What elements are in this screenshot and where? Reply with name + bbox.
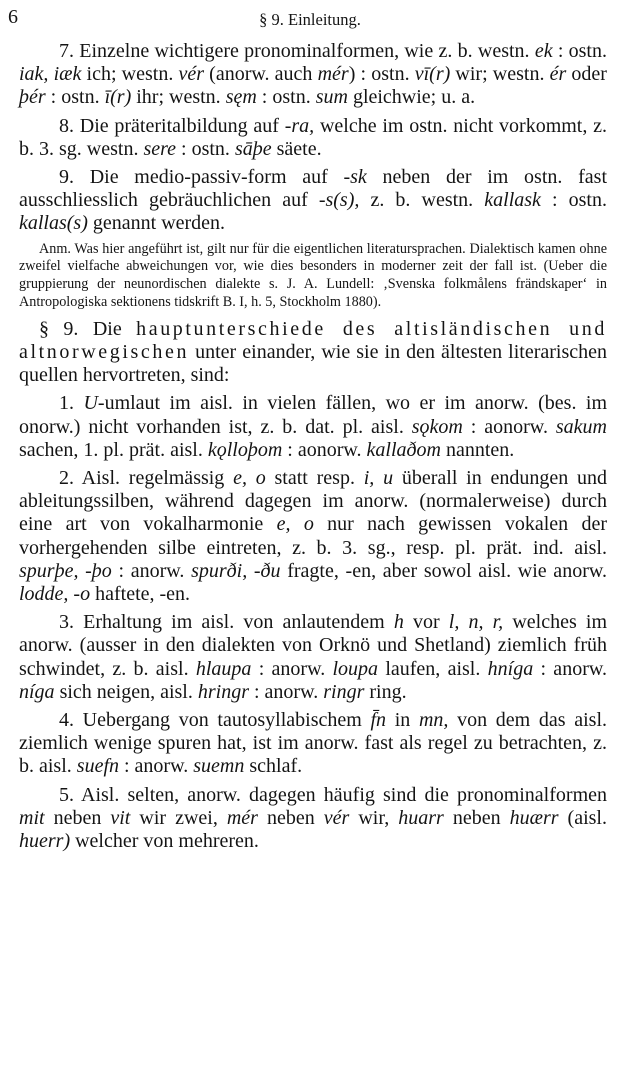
italic-term: vī(r): [414, 63, 451, 86]
text-run: wir,: [349, 806, 399, 829]
text-run: wir; westn.: [450, 63, 550, 86]
text-run: laufen, aisl.: [378, 657, 488, 680]
italic-term: þér: [19, 86, 46, 109]
text-run: -umlaut im aisl. in vielen fällen, wo er im anorw. (bes. im onorw.) nicht vorhanden ist, z. b. dat. pl. aisl.: [19, 392, 608, 438]
text-run: nur nach gewissen vokalen der vorhergehenden silbe eintreten, z. b. 3. sg., resp. pl. prät. ind. aisl.: [19, 513, 607, 559]
text-run: haftete, -en.: [90, 583, 191, 606]
list-item-1: [19, 392, 607, 462]
italic-term: sere: [143, 137, 177, 160]
text-run: 7. Einzelne wichtigere pronominalformen, wie z. b. westn.: [59, 40, 535, 62]
text-run: sich neigen, aisl.: [54, 680, 198, 703]
italic-term: mér: [226, 806, 258, 829]
italic-term: sum: [315, 86, 348, 109]
text-run: Anm. Was hier angeführt ist, gilt nur für die eigentlichen literatursprachen. Dialektisch kamen ohne zweifel vielfache abweichungen vor, wie dies besonders in moderner zeit der fall ist. (Ueber die gruppierung der neunordischen dialekte s. J. A. Lundell: ‚Svenska folkmålens frändskaper‘ in Antropologiska sektionens tidskrift B. I, h. 5, Stockholm 1880).: [19, 240, 607, 311]
italic-term: ér: [549, 63, 567, 86]
text-run: schlaf.: [244, 755, 303, 778]
text-run: ihr; westn.: [131, 86, 226, 109]
italic-term: sakum: [555, 415, 607, 438]
italic-term: -ra,: [284, 114, 315, 137]
italic-term: mit: [19, 806, 45, 829]
italic-term: i, u: [363, 467, 394, 490]
italic-term: sǫkom: [411, 415, 463, 438]
paragraph-9: [19, 166, 607, 236]
text-run: : anorw.: [249, 680, 324, 703]
text-run: gleichwie; u. a.: [347, 86, 476, 109]
italic-term: sāþe: [234, 137, 272, 160]
text-run: neben: [443, 806, 510, 829]
text-run: z. b. westn.: [359, 189, 485, 212]
italic-term: iak, iæk: [19, 63, 82, 86]
italic-term: e, o: [233, 467, 266, 490]
text-run: 4. Uebergang von tautosyllabischem: [59, 709, 371, 732]
text-run: : anorw.: [111, 559, 192, 582]
paragraph-7: [19, 40, 607, 110]
text-run: statt resp.: [265, 467, 364, 490]
italic-term: huerr): [19, 830, 71, 853]
italic-term: lodde, -o: [19, 583, 91, 606]
text-run: : ostn.: [176, 137, 235, 160]
text-run: sachen, 1. pl. prät. aisl.: [19, 438, 208, 461]
text-run: : ostn.: [256, 86, 316, 109]
italic-term: vit: [110, 806, 131, 829]
text-run: neben der im ostn. fast ausschliesslich gebräuchlichen auf: [19, 166, 607, 212]
italic-term: suemn: [193, 755, 245, 778]
text-run: (aisl.: [558, 806, 607, 829]
text-run: welches im anorw. (ausser in den dialekten von Orknö und Shetland) ziemlich früh schwindet, z. b. aisl.: [19, 611, 608, 680]
italic-term: huarr: [398, 806, 444, 829]
text-run: säete.: [271, 137, 322, 160]
italic-term: loupa: [332, 657, 379, 680]
text-run: in: [386, 709, 419, 732]
text-run: welcher von mehreren.: [70, 830, 259, 853]
running-head: § 9. Einleitung.: [259, 10, 361, 29]
section-9-heading: [19, 318, 607, 388]
italic-term: l, n, r,: [448, 611, 504, 634]
list-item-2: [19, 467, 607, 606]
italic-term: -sk: [343, 166, 367, 189]
text-run: neben: [44, 806, 111, 829]
text-run: : aonorw.: [282, 438, 367, 461]
text-run: welche im ostn. nicht vorkommt, z. b. 3. sg. westn.: [19, 114, 607, 160]
italic-term: hníga: [487, 657, 534, 680]
text-run: : aonorw.: [462, 415, 556, 438]
italic-term: -s(s),: [318, 189, 360, 212]
text-run: ich; westn.: [81, 63, 179, 86]
italic-term: ringr: [323, 680, 365, 703]
italic-term: kallaðom: [366, 438, 441, 461]
text-run: nannten.: [440, 438, 515, 461]
italic-term: vér: [178, 63, 205, 86]
italic-term: kallask: [484, 189, 541, 212]
text-run: genannt werden.: [87, 212, 226, 235]
list-item-4: [19, 709, 607, 779]
text-run: : anorw.: [533, 657, 607, 680]
text-run: : ostn.: [45, 86, 105, 109]
list-item-5: [19, 784, 607, 854]
text-run: : anorw.: [251, 657, 333, 680]
italic-term: hringr: [197, 680, 249, 703]
italic-term: U: [83, 392, 98, 415]
italic-term: huærr: [509, 806, 559, 829]
text-run: von dem das aisl. ziemlich wenige spuren hat, ist im anorw. fast als regel zu betrachten, z. b. aisl.: [19, 709, 608, 778]
italic-term: ī(r): [104, 86, 132, 109]
text-run: 9. Die medio-passiv-form auf: [59, 166, 344, 189]
italic-term: f̄n: [370, 709, 387, 732]
annotation-note: [19, 241, 607, 312]
text-run: unter einander, wie sie in den ältesten literarischen quellen hervortreten, sind:: [19, 341, 607, 387]
text-run: oder: [566, 63, 607, 86]
list-item-3: [19, 611, 607, 704]
italic-term: vér: [323, 806, 350, 829]
text-run: fragte, -en, aber sowol aisl. wie anorw.: [280, 559, 607, 582]
italic-term: spurþe, -þo: [19, 559, 112, 582]
page-header: [8, 6, 612, 32]
text-run: neben: [257, 806, 324, 829]
text-run: ring.: [364, 680, 407, 703]
text-run: (anorw. auch: [204, 63, 318, 86]
paragraph-8: [19, 115, 607, 161]
text-run: vor: [403, 611, 449, 634]
text-run: 3. Erhaltung im aisl. von anlautendem: [59, 611, 394, 634]
page-body: [19, 40, 607, 856]
italic-term: mér: [317, 63, 349, 86]
italic-term: níga: [19, 680, 55, 703]
italic-term: e, o: [276, 513, 314, 536]
spaced-heading-text: hauptunterschiede des altisländischen und altnorwegischen: [19, 317, 607, 364]
italic-term: spurði, -ðu: [191, 559, 281, 582]
italic-term: suefn: [76, 755, 119, 778]
text-run: wir zwei,: [130, 806, 227, 829]
italic-term: hlaupa: [195, 657, 252, 680]
text-run: § 9. Die: [39, 317, 137, 340]
text-run: 8. Die präteritalbildung auf: [59, 114, 285, 137]
italic-term: ek: [534, 40, 553, 62]
text-run: : ostn.: [540, 189, 607, 212]
italic-term: sęm: [225, 86, 257, 109]
text-run: 5. Aisl. selten, anorw. dagegen häufig sind die pronominalformen: [59, 783, 607, 806]
text-run: 2. Aisl. regelmässig: [59, 467, 234, 490]
text-run: 1.: [59, 392, 84, 415]
text-run: ) : ostn.: [348, 63, 415, 86]
page-number: 6: [8, 6, 18, 28]
text-run: überall in endungen und ableitungssilben, während dagegen im anorw. (normalerweise) durch eine art von vokalharmonie: [19, 467, 608, 536]
italic-term: mn,: [418, 709, 449, 732]
italic-term: h: [393, 611, 404, 634]
text-run: : anorw.: [119, 755, 194, 778]
text-run: : ostn.: [552, 40, 607, 62]
italic-term: kallas(s): [19, 212, 88, 235]
italic-term: kǫlloþom: [207, 438, 283, 461]
